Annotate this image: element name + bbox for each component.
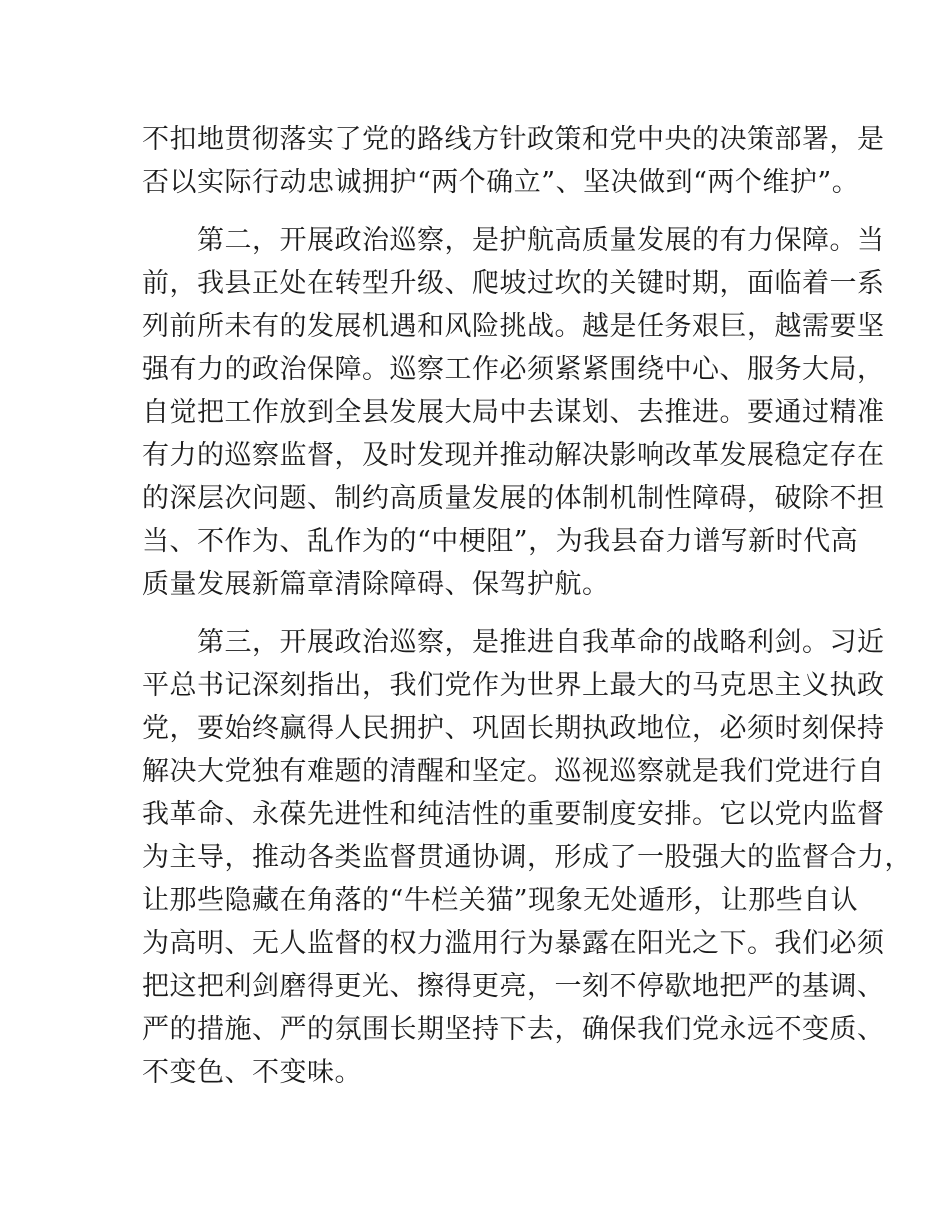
document-body (142, 118, 912, 1094)
text-line: 质量发展新篇章清除障碍、保驾护航。 (142, 569, 610, 600)
text-line: 把这把利剑磨得更光、擦得更亮，一刻不停歇地把严的基调、 (142, 971, 885, 1002)
text-line: 严的措施、严的氛围长期坚持下去，确保我们党永远不变质、 (142, 1014, 885, 1045)
paragraph-2 (142, 219, 885, 606)
text-line: 第二，开展政治巡察，是护航高质量发展的有力保障。当 (142, 225, 885, 256)
paragraph-1 (142, 118, 885, 204)
text-line: 为主导，推动各类监督贯通协调，形成了一股强大的监督合力， (142, 842, 912, 873)
text-line: 不变色、不变味。 (142, 1057, 362, 1088)
text-line: 强有力的政治保障。巡察工作必须紧紧围绕中心、服务大局， (142, 354, 885, 385)
text-line: 党，要始终赢得人民拥护、巩固长期执政地位，必须时刻保持 (142, 713, 885, 744)
text-line: 有力的巡察监督，及时发现并推动解决影响改革发展稳定存在 (142, 440, 885, 471)
paragraph-3 (142, 621, 912, 1094)
text-line: 平总书记深刻指出，我们党作为世界上最大的马克思主义执政 (142, 670, 885, 701)
text-line: 让那些隐藏在角落的“牛栏关猫”现象无处遁形，让那些自认 (142, 885, 859, 916)
text-line: 列前所未有的发展机遇和风险挑战。越是任务艰巨，越需要坚 (142, 311, 885, 342)
text-line: 解决大党独有难题的清醒和坚定。巡视巡察就是我们党进行自 (142, 756, 885, 787)
text-line: 我革命、永葆先进性和纯洁性的重要制度安排。它以党内监督 (142, 799, 885, 830)
text-line: 为高明、无人监督的权力滥用行为暴露在阳光之下。我们必须 (142, 928, 885, 959)
text-line: 否以实际行动忠诚拥护“两个确立”、坚决做到“两个维护”。 (142, 167, 860, 198)
text-line: 自觉把工作放到全县发展大局中去谋划、去推进。要通过精准 (142, 397, 885, 428)
text-line: 前，我县正处在转型升级、爬坡过坎的关键时期，面临着一系 (142, 268, 885, 299)
text-line: 的深层次问题、制约高质量发展的体制机制性障碍，破除不担 (142, 483, 885, 514)
text-line: 不扣地贯彻落实了党的路线方针政策和党中央的决策部署，是 (142, 124, 885, 155)
text-line: 第三，开展政治巡察，是推进自我革命的战略利剑。习近 (142, 627, 885, 658)
text-line: 当、不作为、乱作为的“中梗阻”，为我县奋力谱写新时代高 (142, 526, 859, 557)
